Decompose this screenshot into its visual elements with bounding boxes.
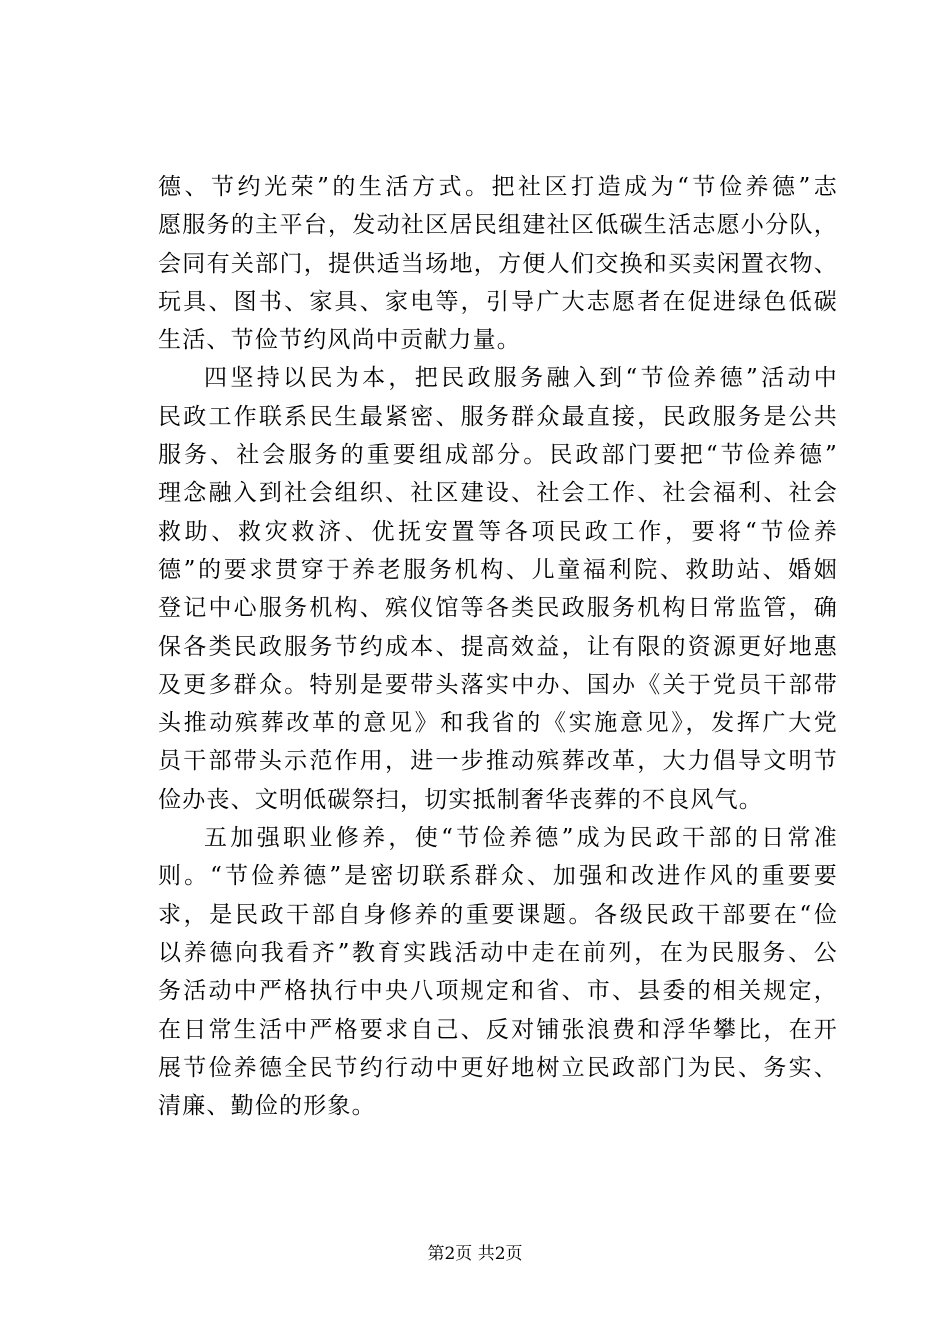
paragraph-2-line-6: 德”的要求贯穿于养老服务机构、儿童福利院、救助站、婚姻 [158, 556, 838, 583]
paragraph-3-line-2: 则。“节俭养德”是密切联系群众、加强和改进作风的重要要 [158, 863, 838, 890]
paragraph-2-line-5: 救助、救灾救济、优抚安置等各项民政工作，要将“节俭养 [158, 518, 838, 545]
paragraph-2-line-7: 登记中心服务机构、殡仪馆等各类民政服务机构日常监管，确 [158, 595, 838, 622]
paragraph-2-line-11: 员干部带头示范作用，进一步推动殡葬改革，大力倡导文明节 [158, 748, 838, 775]
paragraph-1-line-2: 愿服务的主平台，发动社区居民组建社区低碳生活志愿小分队， [158, 212, 838, 239]
paragraph-3-line-3: 求，是民政干部自身修养的重要课题。各级民政干部要在“俭 [158, 901, 838, 928]
paragraph-2-line-12: 俭办丧、文明低碳祭扫，切实抵制奢华丧葬的不良风气。 [158, 786, 763, 813]
page-footer [0, 1242, 950, 1266]
paragraph-3-line-7: 展节俭养德全民节约行动中更好地树立民政部门为民、务实、 [158, 1054, 838, 1081]
paragraph-3-line-5: 务活动中严格执行中央八项规定和省、市、县委的相关规定， [158, 978, 838, 1005]
paragraph-1-line-3: 会同有关部门，提供适当场地，方便人们交换和买卖闲置衣物、 [158, 250, 838, 277]
paragraph-2-line-3: 服务、社会服务的重要组成部分。民政部门要把“节俭养德” [158, 442, 838, 469]
paragraph-2-line-8: 保各类民政服务节约成本、提高效益，让有限的资源更好地惠 [158, 633, 838, 660]
paragraph-2-line-4: 理念融入到社会组织、社区建设、社会工作、社会福利、社会 [158, 480, 838, 507]
paragraph-3-line-6: 在日常生活中严格要求自己、反对铺张浪费和浮华攀比，在开 [158, 1016, 838, 1043]
document-body [158, 168, 838, 1125]
paragraph-1-line-1: 德、节约光荣”的生活方式。把社区打造成为“节俭养德”志 [158, 174, 838, 200]
paragraph-2-line-9: 及更多群众。特别是要带头落实中办、国办《关于党员干部带 [158, 671, 838, 698]
page-number-label: 第2页 共2页 [427, 1244, 523, 1264]
paragraph-1-line-4: 玩具、图书、家具、家电等，引导广大志愿者在促进绿色低碳 [158, 288, 838, 315]
paragraph-3-line-8: 清廉、勤俭的形象。 [158, 1093, 376, 1120]
paragraph-2-line-10: 头推动殡葬改革的意见》和我省的《实施意见》，发挥广大党 [158, 710, 838, 737]
paragraph-1-line-5: 生活、节俭节约风尚中贡献力量。 [158, 327, 521, 354]
paragraph-3-line-1: 五加强职业修养，使“节俭养德”成为民政干部的日常准 [204, 825, 838, 852]
paragraph-2-line-1: 四坚持以民为本，把民政服务融入到“节俭养德”活动中 [204, 365, 838, 392]
paragraph-2-line-2: 民政工作联系民生最紧密、服务群众最直接，民政服务是公共 [158, 403, 838, 430]
paragraph-3-line-4: 以养德向我看齐”教育实践活动中走在前列，在为民服务、公 [158, 939, 838, 966]
